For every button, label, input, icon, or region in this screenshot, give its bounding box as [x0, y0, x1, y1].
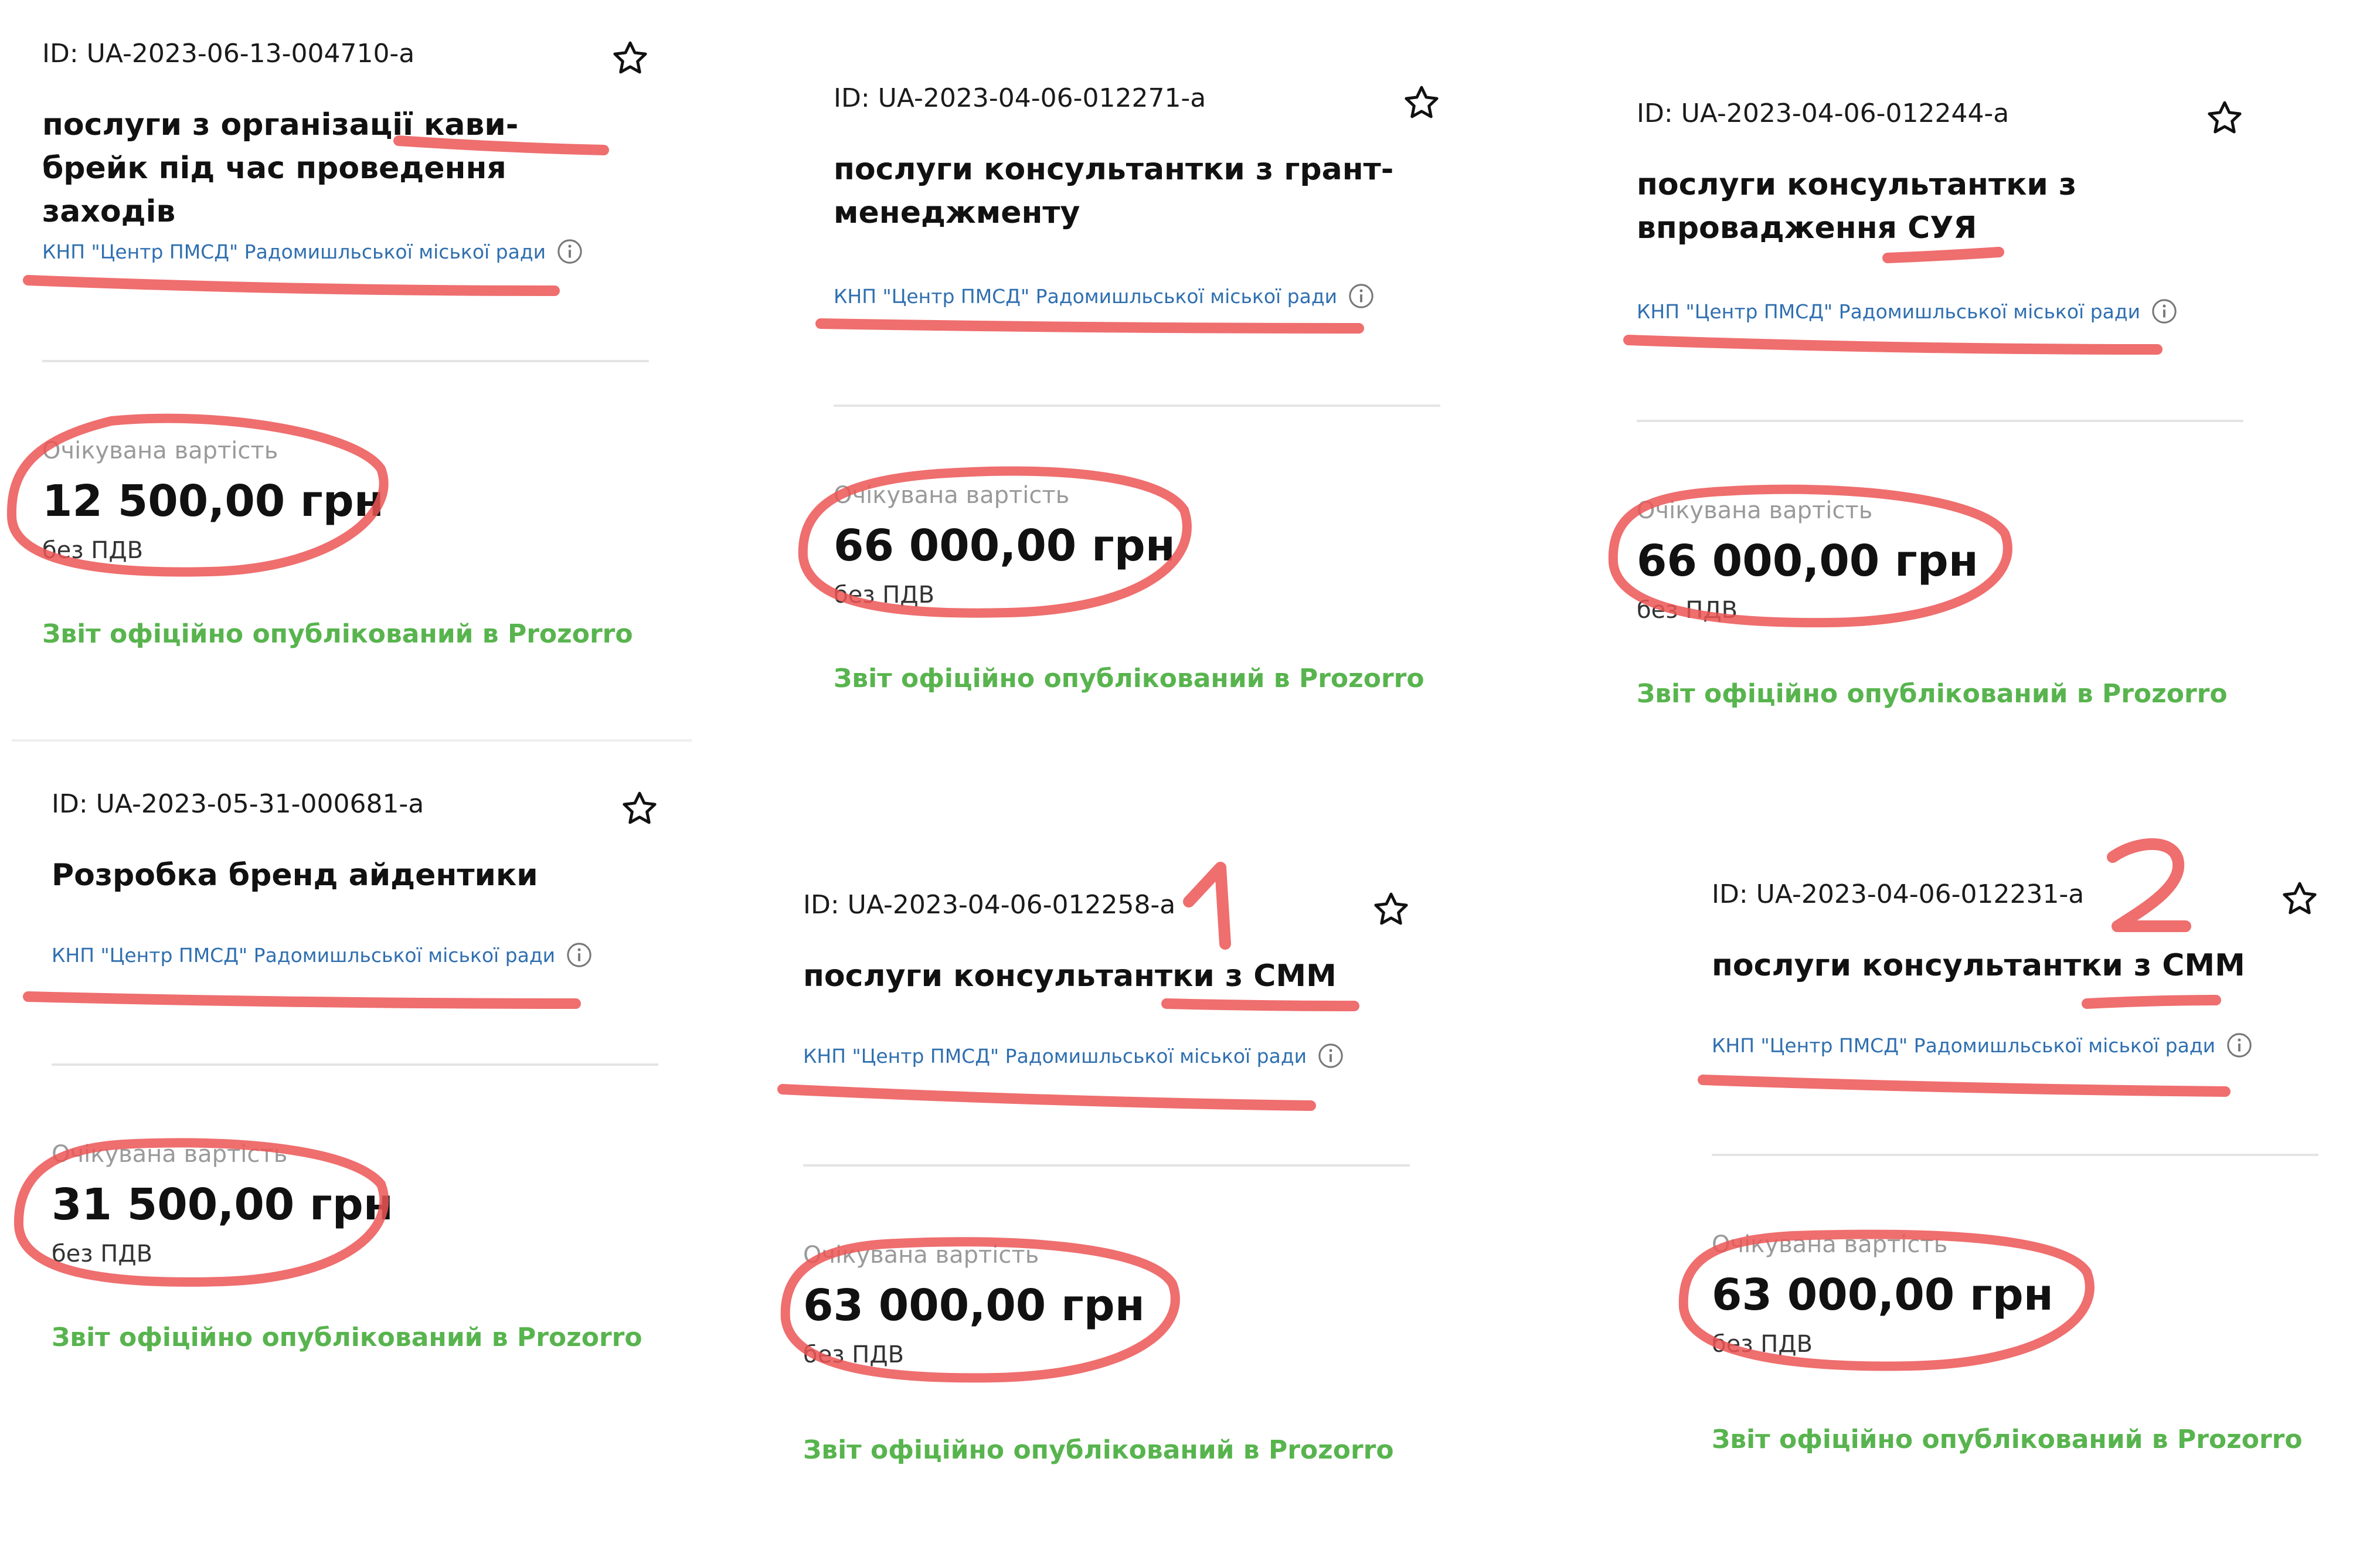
annotation-underline-org: [28, 997, 576, 1004]
card-divider: [42, 360, 649, 362]
organization-name[interactable]: КНП "Центр ПМСД" Радомишльської міської ради: [1712, 1034, 2216, 1057]
annotation-underline-title: [2087, 1000, 2216, 1004]
annotation-underline-org: [783, 1089, 1311, 1106]
tender-title[interactable]: послуги консультантки з впровадження СУЯ: [1637, 167, 2077, 246]
tender-id: ID: UA-2023-04-06-012231-a: [1712, 879, 2085, 909]
annotation-underline-title: [1888, 252, 1999, 258]
organization-name[interactable]: КНП "Центр ПМСД" Радомишльської міської ради: [42, 240, 546, 263]
report-status-link[interactable]: Звіт офіційно опублікований в Prozorro: [834, 664, 1424, 694]
expected-value-label: Очікувана вартість: [52, 1141, 288, 1168]
organization-link[interactable]: [52, 941, 593, 968]
annotation-underline-org: [1703, 1080, 2225, 1092]
tender-id: ID: UA-2023-05-31-000681-a: [52, 789, 424, 819]
star-outline-icon[interactable]: [1372, 890, 1410, 929]
info-circle-icon[interactable]: [566, 941, 593, 968]
vat-note: без ПДВ: [42, 537, 144, 564]
info-circle-icon[interactable]: [556, 238, 583, 265]
expected-value: 63 000,00 грн: [1712, 1270, 2053, 1320]
annotation-underline-org: [1628, 340, 2157, 349]
organization-link[interactable]: [1637, 298, 2178, 325]
expected-value: 66 000,00 грн: [834, 521, 1175, 571]
expected-value-label: Очікувана вартість: [803, 1242, 1039, 1269]
vat-note: без ПДВ: [1637, 597, 1738, 624]
report-status-link[interactable]: Звіт офіційно опублікований в Prozorro: [42, 619, 633, 649]
info-circle-icon[interactable]: [2226, 1032, 2253, 1059]
star-outline-icon[interactable]: [2205, 98, 2244, 137]
annotation-digit-one: [1189, 868, 1225, 944]
vat-note: без ПДВ: [803, 1341, 905, 1368]
expected-value-label: Очікувана вартість: [1712, 1231, 1948, 1258]
expected-value: 31 500,00 грн: [52, 1180, 393, 1230]
vat-note: без ПДВ: [1712, 1331, 1813, 1358]
annotation-underline-title: [1167, 1004, 1354, 1006]
report-status-link[interactable]: Звіт офіційно опублікований в Prozorro: [1637, 679, 2228, 709]
tender-id: ID: UA-2023-04-06-012271-a: [834, 83, 1206, 113]
star-outline-icon[interactable]: [2280, 879, 2319, 918]
expected-value-label: Очікувана вартість: [1637, 497, 1873, 524]
row-separator: [12, 739, 692, 742]
report-status-link[interactable]: Звіт офіційно опублікований в Prozorro: [1712, 1425, 2303, 1454]
card-divider: [1637, 420, 2243, 422]
organization-link[interactable]: [42, 238, 583, 265]
card-divider: [834, 405, 1440, 407]
star-outline-icon[interactable]: [1402, 83, 1441, 122]
vat-note: без ПДВ: [834, 582, 935, 609]
info-circle-icon[interactable]: [1317, 1042, 1344, 1069]
tender-id: ID: UA-2023-06-13-004710-a: [42, 39, 415, 69]
info-circle-icon[interactable]: [2151, 298, 2178, 325]
info-circle-icon[interactable]: [1348, 283, 1375, 310]
annotation-underline-org: [28, 280, 555, 291]
star-outline-icon[interactable]: [620, 789, 659, 828]
report-status-link[interactable]: Звіт офіційно опублікований в Prozorro: [52, 1323, 642, 1352]
organization-name[interactable]: КНП "Центр ПМСД" Радомишльської міської ради: [52, 943, 556, 967]
annotation-digit-two: [2113, 844, 2185, 926]
organization-name[interactable]: КНП "Центр ПМСД" Радомишльської міської ради: [1637, 300, 2141, 323]
annotation-underline-org: [821, 324, 1359, 328]
tender-title[interactable]: послуги консультантки з грант-менеджменту: [834, 152, 1394, 230]
card-divider: [803, 1164, 1410, 1167]
tender-title[interactable]: послуги консультантки з СММ: [1712, 948, 2245, 983]
organization-link[interactable]: [834, 283, 1375, 310]
expected-value: 63 000,00 грн: [803, 1280, 1145, 1331]
report-status-link[interactable]: Звіт офіційно опублікований в Prozorro: [803, 1435, 1394, 1465]
expected-value-label: Очікувана вартість: [42, 437, 278, 464]
tender-title[interactable]: Розробка бренд айдентики: [52, 858, 538, 893]
card-divider: [1712, 1154, 2318, 1156]
card-divider: [52, 1063, 658, 1066]
organization-name[interactable]: КНП "Центр ПМСД" Радомишльської міської ради: [834, 284, 1338, 308]
tender-id: ID: UA-2023-04-06-012244-a: [1637, 98, 2010, 128]
tender-id: ID: UA-2023-04-06-012258-a: [803, 890, 1176, 920]
expected-value: 12 500,00 грн: [42, 476, 384, 526]
organization-link[interactable]: [1712, 1032, 2253, 1059]
star-outline-icon[interactable]: [611, 39, 650, 77]
expected-value: 66 000,00 грн: [1637, 536, 1978, 586]
expected-value-label: Очікувана вартість: [834, 482, 1070, 509]
tender-title[interactable]: послуги з організації кави-брейк під час проведення заходів: [42, 107, 519, 229]
vat-note: без ПДВ: [52, 1240, 153, 1267]
organization-name[interactable]: КНП "Центр ПМСД" Радомишльської міської ради: [803, 1044, 1307, 1068]
tender-title[interactable]: послуги консультантки з СММ: [803, 958, 1337, 994]
organization-link[interactable]: [803, 1042, 1344, 1069]
